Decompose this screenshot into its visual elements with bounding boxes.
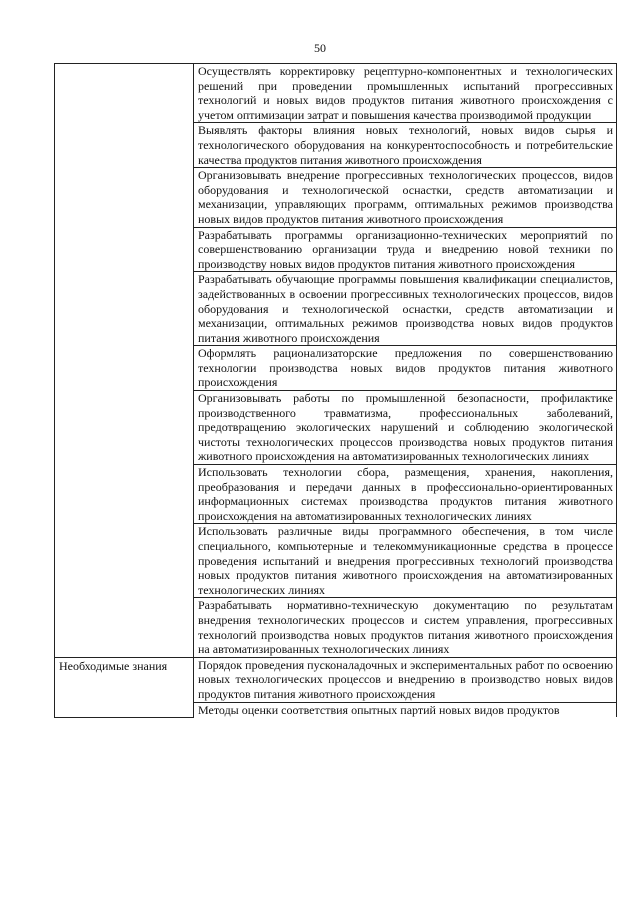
- knowledge-cell: [194, 657, 617, 702]
- skill-cell: [194, 465, 617, 524]
- table-row: [55, 64, 617, 123]
- skill-cell: [194, 346, 617, 391]
- skill-cell: [194, 598, 617, 657]
- knowledge-label: Необходимые знания: [59, 658, 168, 673]
- skill-text: Разрабатывать программы организационно-технических мероприятий по совершенствованию организации труда и внедрению новой техники по производству новых видов продуктов питания животного происхождения: [198, 227, 613, 271]
- skill-cell: [194, 391, 617, 465]
- row-label-cell: [55, 64, 194, 658]
- skill-cell: [194, 272, 617, 346]
- skill-cell: [194, 64, 617, 123]
- skill-cell: [194, 227, 617, 272]
- table-row: [55, 657, 617, 702]
- skill-text: Использовать технологии сбора, размещения, хранения, накопления, преобразования и передачи данных в профессионально-ориентированных информационных системах производства продуктов питания животного происхождения на автоматизированных технологических линиях: [198, 465, 613, 523]
- row-label: [59, 64, 190, 65]
- skill-cell: [194, 524, 617, 598]
- page-number: 50: [314, 41, 326, 55]
- knowledge-label-cell: [55, 657, 194, 717]
- knowledge-cell: [194, 702, 617, 717]
- skill-text: Организовывать работы по промышленной безопасности, профилактике производственного травматизма, профессиональных заболеваний, предотвращению экологических нарушений и соблюдению экологической чистоты технологических процессов производства новых продуктов питания животного происхождения на автоматизированных технологических линиях: [198, 391, 613, 464]
- skill-cell: [194, 168, 617, 227]
- knowledge-text: Методы оценки соответствия опытных партий новых видов продуктов: [198, 702, 560, 717]
- skill-text: Использовать различные виды программного обеспечения, в том числе специального, компьютерные и телекоммуникационные средства в процессе проведения испытаний и внедрения прогрессивных технологий производства новых продуктов питания животного происхождения на автоматизированных технологических линиях: [198, 524, 613, 597]
- skill-text: Разрабатывать обучающие программы повышения квалификации специалистов, задействованных в освоении прогрессивных технологических процессов, видов оборудования и технологической оснастки, средств автоматизации и механизации, оптимальных режимов производства новых видов продуктов питания животного происхождения: [198, 272, 613, 345]
- skill-text: Разрабатывать нормативно-техническую документацию по результатам внедрения технологических процессов и систем управления, прогрессивных технологий производства новых продуктов питания животного происхождения на автоматизированных технологических линиях: [198, 598, 613, 657]
- competency-table: [54, 63, 617, 718]
- skill-text: Выявлять факторы влияния новых технологий, новых видов сырья и технологического оборудования на конкурентоспособность и потребительские качества продуктов питания животного происхождения: [198, 123, 613, 167]
- skill-text: Организовывать внедрение прогрессивных технологических процессов, видов оборудования и технологической оснастки, средств автоматизации и механизации, управляющих программ, оптимальных режимов производства новых видов продуктов питания животного происхождения: [198, 168, 613, 226]
- skill-cell: [194, 123, 617, 168]
- skill-text: Оформлять рационализаторские предложения по совершенствованию технологии производства новых видов продуктов питания животного происхождения: [198, 346, 613, 390]
- knowledge-text: Порядок проведения пусконаладочных и экспериментальных работ по освоению новых технологических процессов и внедрению в производство новых видов продуктов питания животного происхождения: [198, 657, 613, 701]
- skill-text: Осуществлять корректировку рецептурно-компонентных и технологических решений при проведении промышленных испытаний прогрессивных технологий и новых видов продуктов питания животного происхождения с учетом оптимизации затрат и повышения качества производимой продукции: [198, 64, 613, 122]
